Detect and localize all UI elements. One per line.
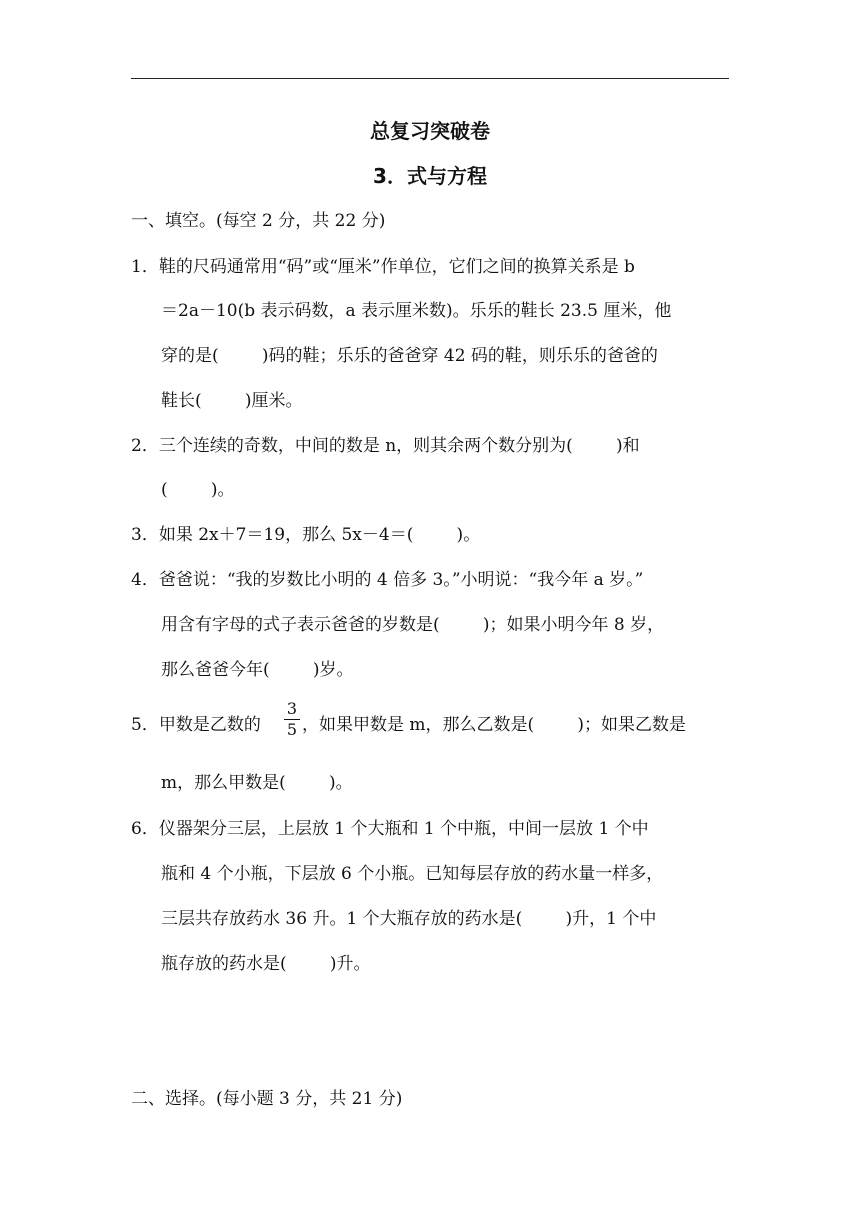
- q5-line1-pre: 5．甲数是乙数的: [131, 715, 261, 735]
- fraction-numerator: 3: [286, 699, 298, 718]
- q4-line3: 那么爸爸今年( )岁。: [161, 660, 354, 680]
- q5-line1-post: ，如果甲数是 m，那么乙数是( )；如果乙数是: [302, 715, 687, 735]
- header-rule: [131, 78, 729, 79]
- q2-line1: 2．三个连续的奇数，中间的数是 n，则其余两个数分别为( )和: [131, 436, 640, 456]
- q6-line3: 三层共存放药水 36 升。1 个大瓶存放的药水是( )升，1 个中: [161, 909, 657, 929]
- q4-line1: 4．爸爸说：“我的岁数比小明的 4 倍多 3。”小明说：“我今年 a 岁。”: [131, 570, 644, 590]
- q6-line2: 瓶和 4 个小瓶，下层放 6 个小瓶。已知每层存放的药水量一样多，: [161, 864, 664, 884]
- q5-fraction: [284, 700, 300, 739]
- q6-line1: 6．仪器架分三层，上层放 1 个大瓶和 1 个中瓶，中间一层放 1 个中: [131, 819, 649, 839]
- q3-line1: 3．如果 2x＋7＝19，那么 5x－4＝( )。: [131, 525, 481, 545]
- q1-line2: ＝2a－10(b 表示码数，a 表示厘米数)。乐乐的鞋长 23.5 厘米，他: [161, 301, 672, 321]
- q5-line2: m，那么甲数是( )。: [161, 773, 353, 793]
- q6-line4: 瓶存放的药水是( )升。: [161, 954, 371, 974]
- q1-line3: 穿的是( )码的鞋；乐乐的爸爸穿 42 码的鞋，则乐乐的爸爸的: [161, 346, 658, 366]
- q1-line1: 1．鞋的尺码通常用“码”或“厘米”作单位，它们之间的换算关系是 b: [131, 257, 635, 277]
- q1-line4: 鞋长( )厘米。: [161, 391, 303, 411]
- section2-heading: 二、选择。(每小题 3 分，共 21 分): [131, 1089, 403, 1109]
- section1-heading: 一、填空。(每空 2 分，共 22 分): [131, 211, 386, 231]
- exam-title: 总复习突破卷: [370, 119, 490, 143]
- q2-line2: ( )。: [161, 480, 235, 500]
- exam-subtitle: 3．式与方程: [373, 164, 487, 188]
- fraction-denominator: 5: [286, 720, 298, 739]
- q4-line2: 用含有字母的式子表示爸爸的岁数是( )；如果小明今年 8 岁，: [161, 615, 665, 635]
